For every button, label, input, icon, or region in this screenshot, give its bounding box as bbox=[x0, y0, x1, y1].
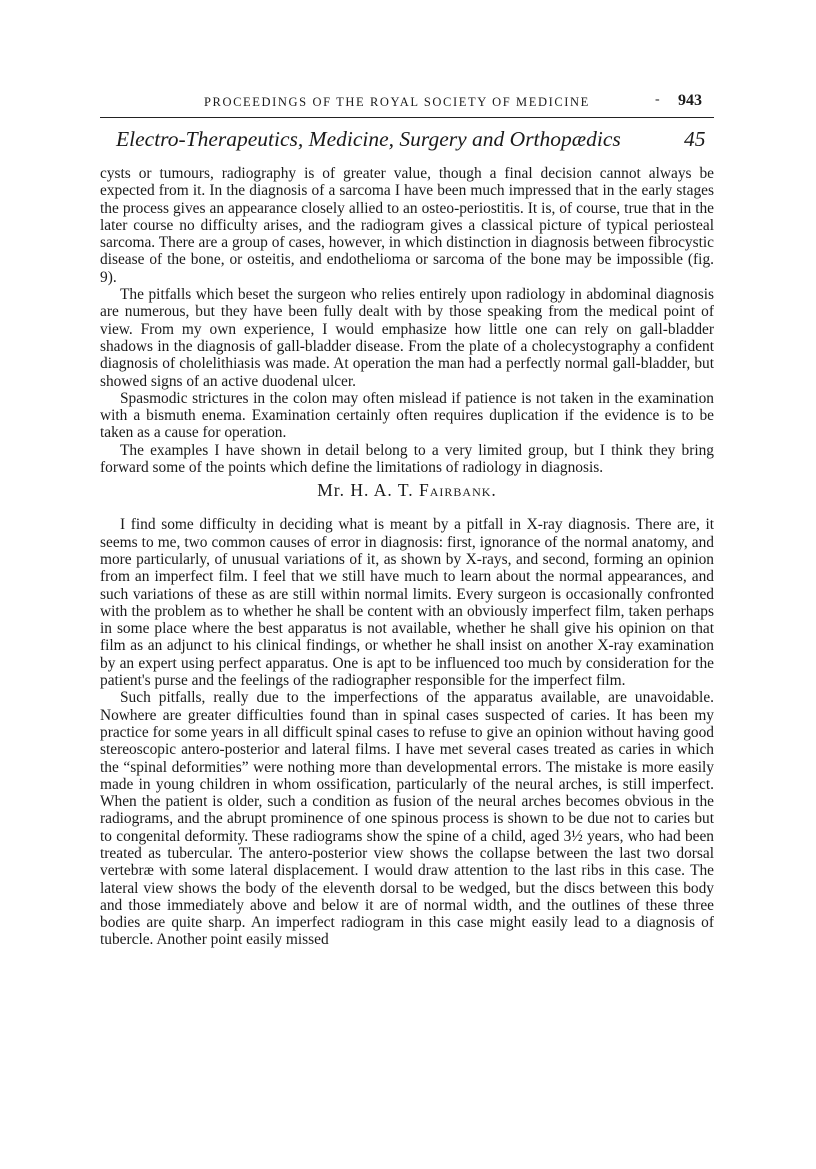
section-number: 45 bbox=[684, 127, 706, 151]
header-rule bbox=[100, 117, 714, 118]
paragraph: The pitfalls which beset the surgeon who relies entirely upon radiology in abdominal diagnosis are numerous, but they have been fully dealt with by those speaking from the medical point of view. From my own experience, I would emphasize how little one can rely on gall-bladder shadows in the diagnosis of gall-bladder disease. From the plate of a cholecystography a confident diagnosis of cholelithiasis was made. At operation the man had a perfectly normal gall-bladder, but showed signs of an active duodenal ulcer. bbox=[100, 286, 714, 390]
header-dash: - bbox=[655, 92, 660, 107]
speaker-name-smallcaps: airbank bbox=[429, 480, 492, 501]
page-number: 943 bbox=[678, 92, 702, 109]
paragraph: Spasmodic strictures in the colon may often mislead if patience is not taken in the examination with a bismuth enema. Examination certainly often requires duplication if the evidence is to be taken as a cause for operation. bbox=[100, 389, 714, 442]
speaker-name-suffix: . bbox=[491, 480, 497, 501]
speaker-name-prefix: Mr. H. A. T. F bbox=[317, 480, 430, 501]
section-title: Electro-Therapeutics, Medicine, Surgery and Orthopædics bbox=[116, 127, 621, 151]
article-body bbox=[100, 165, 714, 949]
paragraph: cysts or tumours, radiography is of greater value, though a final decision cannot always be expected from it. In the diagnosis of a sarcoma I have been much impressed that in the early stages the process gives an appearance closely allied to an osteo-periostitis. It is, of course, true that in the later course no difficulty arises, and the radiogram gives a classical picture of typical periosteal sarcoma. There are a group of cases, however, in which distinction in diagnosis between fibrocystic disease of the bone, or osteitis, and endothelioma or sarcoma of the bone may be impossible (fig. 9). bbox=[100, 165, 714, 286]
paragraph: Such pitfalls, really due to the imperfections of the apparatus available, are unavoidable. Nowhere are greater difficulties found than in spinal cases suspected of caries. It has been my practice for some years in all difficult spinal cases to refuse to give an opinion without having good stereoscopic antero-posterior and lateral films. I have met several cases treated as caries in which the “spinal deformities” were nothing more than developmental errors. The mistake is more easily made in young children in whom ossification, particularly of the neural arches, is still imperfect. When the patient is older, such a condition as fusion of the neural arches becomes obvious in the radiograms, and the abrupt prominence of one spinous process is shown to be due not to caries but to congenital deformity. These radiograms show the spine of a child, aged 3½ years, who had been treated as tubercular. The antero-posterior view shows the collapse between the last two dorsal vertebræ with some lateral displacement. I would draw attention to the last ribs in this case. The lateral view shows the body of the eleventh dorsal to be wedged, but the discs between this body and those immediately above and below it are of normal width, and the outlines of these three bodies are quite sharp. An imperfect radiogram in this case might easily lead to a diagnosis of tubercle. Another point easily missed bbox=[100, 689, 714, 949]
paragraph: I find some difficulty in deciding what is meant by a pitfall in X-ray diagnosis. There are, it seems to me, two common causes of error in diagnosis: first, ignorance of the normal anatomy, and more particularly, of unusual variations of it, as shown by X-rays, and second, forming an opinion from an imperfect film. I feel that we still have much to learn about the normal appearances, and such variations of these as are still within normal limits. Every surgeon is occasionally confronted with the problem as to whether he shall be content with an obviously imperfect film, taken perhaps in some place where the best apparatus is not available, whether he shall give his opinion on that film as an adjunct to his clinical findings, or whether he shall insist on another X-ray examination by an expert using perfect apparatus. One is apt to be influenced too much by consideration for the patient's purse and the feelings of the radiographer responsible for the imperfect film. bbox=[100, 516, 714, 690]
running-header bbox=[100, 92, 712, 114]
speaker-heading bbox=[100, 482, 714, 502]
journal-title: PROCEEDINGS OF THE ROYAL SOCIETY OF MEDICINE bbox=[204, 95, 590, 109]
paragraph: The examples I have shown in detail belong to a very limited group, but I think they bring forward some of the points which define the limitations of radiology in diagnosis. bbox=[100, 441, 714, 477]
